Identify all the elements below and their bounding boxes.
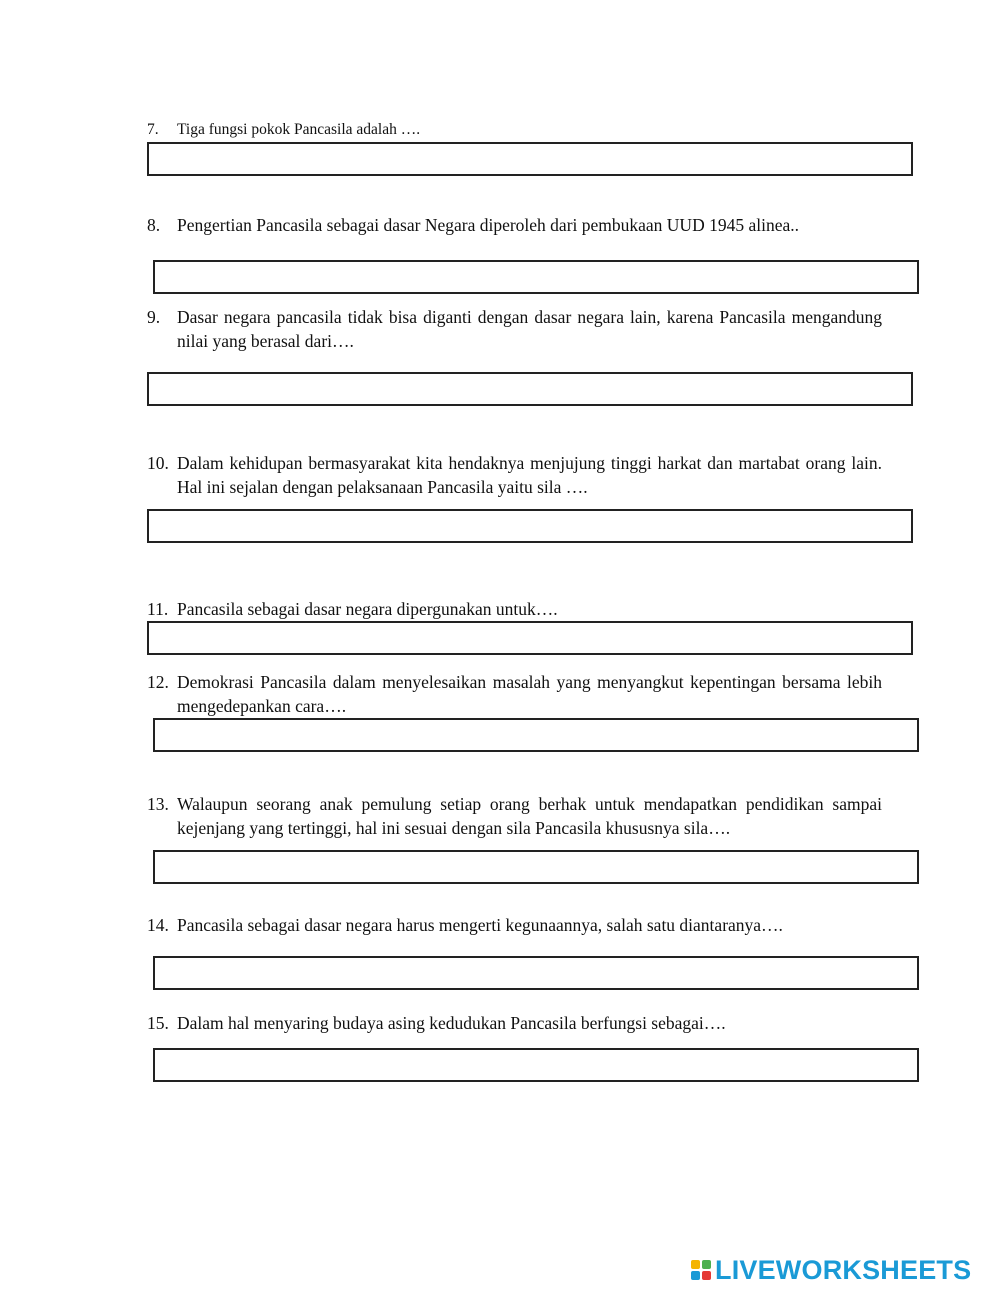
question-number: 13. bbox=[147, 794, 169, 814]
question-11 bbox=[147, 597, 882, 621]
question-13 bbox=[147, 792, 882, 840]
answer-input-13[interactable] bbox=[153, 850, 919, 884]
answer-input-11[interactable] bbox=[147, 621, 913, 655]
question-text: Tiga fungsi pokok Pancasila adalah …. bbox=[177, 121, 421, 138]
question-7 bbox=[147, 118, 882, 142]
question-number: 7. bbox=[147, 121, 159, 138]
answer-input-8[interactable] bbox=[153, 260, 919, 294]
question-text: Dasar negara pancasila tidak bisa diganti dengan dasar negara lain, karena Pancasila mengandung nilai yang berasal dari…. bbox=[177, 307, 882, 351]
icon-square bbox=[702, 1260, 711, 1269]
question-number: 10. bbox=[147, 453, 169, 473]
icon-square bbox=[691, 1271, 700, 1280]
brand-name: LIVEWORKSHEETS bbox=[715, 1254, 972, 1285]
question-text: Pengertian Pancasila sebagai dasar Negara diperoleh dari pembukaan UUD 1945 alinea.. bbox=[177, 215, 799, 235]
question-text: Pancasila sebagai dasar negara harus mengerti kegunaannya, salah satu diantaranya…. bbox=[177, 915, 783, 935]
question-8 bbox=[147, 213, 882, 237]
question-9 bbox=[147, 305, 882, 353]
question-12 bbox=[147, 670, 882, 718]
question-number: 12. bbox=[147, 672, 169, 692]
question-14 bbox=[147, 913, 882, 937]
liveworksheets-logo[interactable] bbox=[691, 1253, 971, 1287]
question-text: Pancasila sebagai dasar negara dipergunakan untuk…. bbox=[177, 599, 558, 619]
answer-input-15[interactable] bbox=[153, 1048, 919, 1082]
question-number: 11. bbox=[147, 599, 169, 619]
question-10 bbox=[147, 451, 882, 499]
answer-input-10[interactable] bbox=[147, 509, 913, 543]
answer-input-12[interactable] bbox=[153, 718, 919, 752]
question-15 bbox=[147, 1011, 882, 1035]
question-number: 9. bbox=[147, 307, 161, 327]
question-text: Walaupun seorang anak pemulung setiap orang berhak untuk mendapatkan pendidikan sampai kejenjang yang tertinggi, hal ini sesuai dengan sila Pancasila khususnya sila…. bbox=[177, 794, 882, 838]
question-number: 15. bbox=[147, 1013, 169, 1033]
answer-input-14[interactable] bbox=[153, 956, 919, 990]
question-text: Demokrasi Pancasila dalam menyelesaikan masalah yang menyangkut kepentingan bersama lebih mengedepankan cara…. bbox=[177, 672, 882, 716]
icon-square bbox=[702, 1271, 711, 1280]
answer-input-9[interactable] bbox=[147, 372, 913, 406]
question-number: 14. bbox=[147, 915, 169, 935]
question-number: 8. bbox=[147, 215, 161, 235]
question-text: Dalam kehidupan bermasyarakat kita hendaknya menjujung tinggi harkat dan martabat orang lain. Hal ini sejalan dengan pelaksanaan Pancasila yaitu sila …. bbox=[177, 453, 882, 497]
answer-input-7[interactable] bbox=[147, 142, 913, 176]
liveworksheets-icon bbox=[691, 1260, 711, 1280]
question-text: Dalam hal menyaring budaya asing kedudukan Pancasila berfungsi sebagai…. bbox=[177, 1013, 726, 1033]
icon-square bbox=[691, 1260, 700, 1269]
